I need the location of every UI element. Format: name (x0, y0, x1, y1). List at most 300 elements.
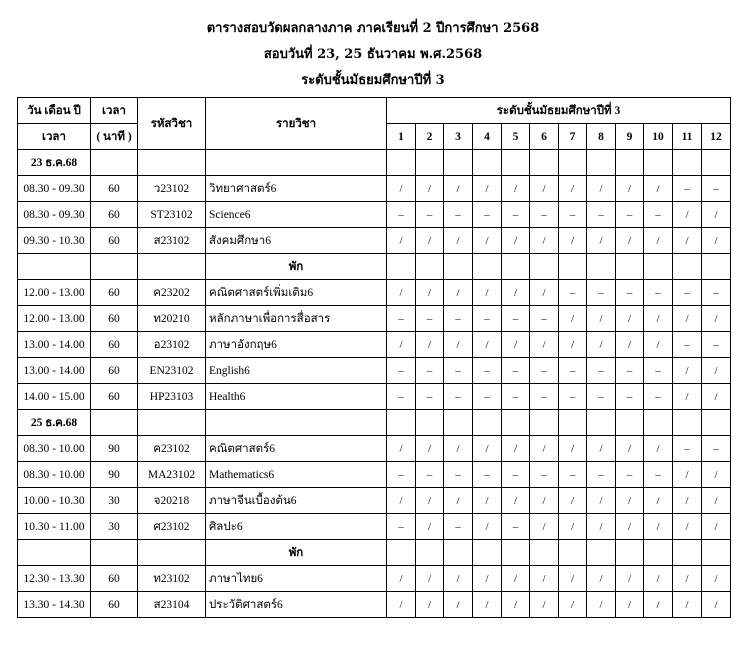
class-mark: / (530, 228, 559, 254)
empty-cell (530, 410, 559, 436)
empty-cell (502, 540, 530, 566)
exam-time: 13.00 - 14.00 (18, 332, 91, 358)
class-mark: / (616, 176, 644, 202)
empty-cell (559, 410, 587, 436)
subject-name: สังคมศึกษา6 (206, 228, 387, 254)
exam-time: 08.30 - 10.00 (18, 436, 91, 462)
class-mark: – (530, 384, 559, 410)
empty-cell (616, 540, 644, 566)
class-number-header: 11 (673, 124, 702, 150)
class-mark: – (616, 202, 644, 228)
class-mark: – (473, 202, 502, 228)
class-mark: / (473, 436, 502, 462)
exam-row (18, 280, 731, 306)
empty-cell (138, 254, 206, 280)
class-mark: – (530, 306, 559, 332)
class-mark: / (559, 488, 587, 514)
class-number-header: 7 (559, 124, 587, 150)
class-mark: / (502, 566, 530, 592)
class-mark: / (530, 592, 559, 618)
class-mark: / (587, 176, 616, 202)
class-mark: / (702, 566, 731, 592)
class-mark: / (416, 514, 444, 540)
class-mark: – (416, 306, 444, 332)
break-row (18, 254, 731, 280)
class-mark: / (587, 306, 616, 332)
exam-row (18, 228, 731, 254)
minutes-header-bottom: ( นาที ) (91, 124, 138, 150)
class-mark: / (702, 592, 731, 618)
exam-date: 23 ธ.ค.68 (18, 150, 91, 176)
subject-name: Health6 (206, 384, 387, 410)
class-mark: / (530, 514, 559, 540)
subject-code: ท23102 (138, 566, 206, 592)
class-mark: / (673, 592, 702, 618)
class-mark: / (444, 280, 473, 306)
class-number-header: 12 (702, 124, 731, 150)
class-mark: / (616, 228, 644, 254)
class-mark: – (644, 358, 673, 384)
subject-code: MA23102 (138, 462, 206, 488)
empty-cell (416, 150, 444, 176)
date-row (18, 410, 731, 436)
classes-group-header: ระดับชั้นมัธยมศึกษาปีที่ 3 (387, 98, 731, 124)
class-mark: / (502, 488, 530, 514)
grade-level: ระดับชั้นมัธยมศึกษาปีที่ 3 (301, 73, 445, 88)
class-mark: – (387, 384, 416, 410)
subject-code: ST23102 (138, 202, 206, 228)
subject-name: คณิตศาสตร์6 (206, 436, 387, 462)
empty-cell (530, 540, 559, 566)
subject-code: HP23103 (138, 384, 206, 410)
empty-cell (91, 410, 138, 436)
subject-name: ภาษาจีนเบื้องต้น6 (206, 488, 387, 514)
date-header-top: วัน เดือน ปี (18, 98, 91, 124)
empty-cell (18, 540, 91, 566)
class-mark: / (502, 228, 530, 254)
class-mark: / (530, 280, 559, 306)
subject-name: คณิตศาสตร์เพิ่มเติม6 (206, 280, 387, 306)
class-mark: / (587, 566, 616, 592)
class-mark: / (444, 566, 473, 592)
class-mark: / (587, 592, 616, 618)
exam-minutes: 60 (91, 566, 138, 592)
class-mark: – (559, 202, 587, 228)
class-mark: / (644, 566, 673, 592)
empty-cell (644, 254, 673, 280)
class-number-header: 8 (587, 124, 616, 150)
empty-cell (673, 254, 702, 280)
class-mark: / (702, 488, 731, 514)
empty-cell (91, 254, 138, 280)
class-mark: – (559, 462, 587, 488)
class-number-header: 2 (416, 124, 444, 150)
exam-time: 10.30 - 11.00 (18, 514, 91, 540)
class-mark: / (587, 228, 616, 254)
class-mark: / (673, 358, 702, 384)
date-row (18, 150, 731, 176)
class-mark: – (644, 384, 673, 410)
class-mark: / (587, 332, 616, 358)
class-mark: / (473, 592, 502, 618)
subject-name: English6 (206, 358, 387, 384)
class-mark: / (416, 436, 444, 462)
class-mark: – (530, 462, 559, 488)
subject-code: ว23102 (138, 176, 206, 202)
class-mark: / (473, 228, 502, 254)
class-mark: – (616, 462, 644, 488)
subject-code: ค23202 (138, 280, 206, 306)
class-mark: / (616, 306, 644, 332)
header-row-1 (18, 98, 731, 124)
class-mark: / (616, 488, 644, 514)
exam-time: 09.30 - 10.30 (18, 228, 91, 254)
code-header: รหัสวิชา (138, 98, 206, 150)
exam-minutes: 60 (91, 384, 138, 410)
class-mark: / (673, 202, 702, 228)
exam-time: 08.30 - 10.00 (18, 462, 91, 488)
class-mark: – (702, 332, 731, 358)
subject-header: รายวิชา (206, 98, 387, 150)
exam-dates: สอบวันที่ 23, 25 ธันวาคม พ.ศ.2568 (263, 47, 483, 62)
class-mark: / (644, 592, 673, 618)
empty-cell (473, 150, 502, 176)
class-mark: / (644, 514, 673, 540)
empty-cell (587, 410, 616, 436)
class-mark: / (502, 436, 530, 462)
exam-row (18, 176, 731, 202)
class-mark: / (702, 358, 731, 384)
empty-cell (702, 150, 731, 176)
class-mark: / (387, 176, 416, 202)
exam-row (18, 436, 731, 462)
class-mark: / (616, 566, 644, 592)
class-mark: / (702, 384, 731, 410)
class-mark: / (702, 228, 731, 254)
break-label: พัก (206, 540, 387, 566)
exam-time: 13.30 - 14.30 (18, 592, 91, 618)
schedule-body (18, 150, 731, 618)
subject-name: หลักภาษาเพื่อการสื่อสาร (206, 306, 387, 332)
empty-cell (502, 254, 530, 280)
class-mark: / (530, 332, 559, 358)
empty-cell (616, 150, 644, 176)
class-mark: / (530, 436, 559, 462)
class-mark: / (530, 488, 559, 514)
empty-cell (18, 254, 91, 280)
empty-cell (559, 254, 587, 280)
class-mark: – (444, 462, 473, 488)
class-mark: / (616, 592, 644, 618)
class-number-header: 5 (502, 124, 530, 150)
class-mark: – (587, 280, 616, 306)
class-mark: – (559, 358, 587, 384)
exam-time: 12.00 - 13.00 (18, 306, 91, 332)
class-number-header: 10 (644, 124, 673, 150)
class-mark: – (702, 176, 731, 202)
class-mark: / (530, 566, 559, 592)
class-mark: – (587, 384, 616, 410)
class-mark: – (702, 436, 731, 462)
class-mark: – (473, 384, 502, 410)
class-mark: – (444, 358, 473, 384)
break-row (18, 540, 731, 566)
subject-code: EN23102 (138, 358, 206, 384)
class-mark: / (616, 436, 644, 462)
class-mark: – (387, 202, 416, 228)
class-number-header: 4 (473, 124, 502, 150)
exam-row (18, 514, 731, 540)
class-mark: / (416, 592, 444, 618)
empty-cell (473, 254, 502, 280)
exam-minutes: 60 (91, 306, 138, 332)
class-number-header: 1 (387, 124, 416, 150)
class-mark: / (416, 332, 444, 358)
exam-minutes: 60 (91, 176, 138, 202)
class-mark: – (644, 202, 673, 228)
class-mark: / (702, 514, 731, 540)
class-mark: – (416, 384, 444, 410)
class-number-header: 6 (530, 124, 559, 150)
exam-time: 12.00 - 13.00 (18, 280, 91, 306)
subject-code: ส23104 (138, 592, 206, 618)
class-mark: / (702, 202, 731, 228)
class-mark: / (387, 332, 416, 358)
class-mark: – (444, 306, 473, 332)
class-mark: / (444, 332, 473, 358)
class-number-header: 9 (616, 124, 644, 150)
empty-cell (644, 410, 673, 436)
exam-time: 08.30 - 09.30 (18, 202, 91, 228)
class-mark: / (644, 332, 673, 358)
class-mark: / (559, 228, 587, 254)
exam-row (18, 332, 731, 358)
class-mark: – (416, 462, 444, 488)
exam-time: 10.00 - 10.30 (18, 488, 91, 514)
class-mark: / (616, 332, 644, 358)
exam-row (18, 384, 731, 410)
empty-cell (444, 410, 473, 436)
exam-row (18, 566, 731, 592)
exam-minutes: 60 (91, 228, 138, 254)
empty-cell (530, 254, 559, 280)
class-mark: – (644, 280, 673, 306)
class-mark: – (502, 358, 530, 384)
class-mark: – (502, 202, 530, 228)
class-mark: – (387, 306, 416, 332)
exam-minutes: 30 (91, 488, 138, 514)
class-number-header: 3 (444, 124, 473, 150)
empty-cell (387, 150, 416, 176)
minutes-header-top: เวลา (91, 98, 138, 124)
empty-cell (416, 254, 444, 280)
exam-minutes: 60 (91, 358, 138, 384)
class-mark: – (673, 436, 702, 462)
empty-cell (559, 540, 587, 566)
empty-cell (416, 410, 444, 436)
class-mark: – (444, 202, 473, 228)
empty-cell (444, 150, 473, 176)
empty-cell (416, 540, 444, 566)
subject-code: จ20218 (138, 488, 206, 514)
subject-name: ภาษาไทย6 (206, 566, 387, 592)
class-mark: / (587, 514, 616, 540)
class-mark: / (530, 176, 559, 202)
empty-cell (444, 540, 473, 566)
class-mark: – (416, 358, 444, 384)
exam-date: 25 ธ.ค.68 (18, 410, 91, 436)
class-mark: / (473, 332, 502, 358)
class-mark: / (559, 592, 587, 618)
class-mark: / (644, 228, 673, 254)
class-mark: / (673, 514, 702, 540)
class-mark: – (473, 462, 502, 488)
class-mark: / (644, 436, 673, 462)
class-mark: – (587, 202, 616, 228)
class-mark: / (473, 176, 502, 202)
document-title: ตารางสอบวัดผลกลางภาค ภาคเรียนที่ 2 ปีการศึกษา 2568 (206, 21, 540, 36)
class-mark: / (387, 436, 416, 462)
empty-cell (616, 410, 644, 436)
class-mark: – (444, 514, 473, 540)
class-mark: / (387, 592, 416, 618)
empty-cell (91, 150, 138, 176)
break-label: พัก (206, 254, 387, 280)
class-mark: / (473, 514, 502, 540)
class-mark: / (702, 462, 731, 488)
class-mark: / (416, 566, 444, 592)
empty-cell (530, 150, 559, 176)
class-mark: – (673, 176, 702, 202)
exam-time: 12.30 - 13.30 (18, 566, 91, 592)
class-mark: / (673, 462, 702, 488)
class-mark: – (502, 514, 530, 540)
empty-cell (387, 254, 416, 280)
subject-name: Science6 (206, 202, 387, 228)
exam-row (18, 358, 731, 384)
exam-row (18, 592, 731, 618)
class-mark: / (502, 280, 530, 306)
document-header (0, 16, 746, 94)
empty-cell (138, 410, 206, 436)
class-mark: / (387, 280, 416, 306)
class-mark: / (673, 488, 702, 514)
exam-time: 14.00 - 15.00 (18, 384, 91, 410)
empty-cell (587, 150, 616, 176)
exam-row (18, 306, 731, 332)
exam-row (18, 462, 731, 488)
class-mark: – (416, 202, 444, 228)
class-mark: / (502, 332, 530, 358)
exam-time: 13.00 - 14.00 (18, 358, 91, 384)
class-mark: – (387, 514, 416, 540)
class-mark: – (387, 358, 416, 384)
subject-code: อ23102 (138, 332, 206, 358)
class-mark: / (673, 384, 702, 410)
class-mark: / (587, 488, 616, 514)
exam-minutes: 30 (91, 514, 138, 540)
empty-cell (702, 410, 731, 436)
class-mark: / (559, 306, 587, 332)
class-mark: – (559, 384, 587, 410)
class-mark: – (473, 306, 502, 332)
empty-cell (502, 150, 530, 176)
class-mark: / (673, 228, 702, 254)
class-mark: / (587, 436, 616, 462)
exam-minutes: 60 (91, 332, 138, 358)
class-mark: / (444, 592, 473, 618)
class-mark: / (473, 566, 502, 592)
subject-code: ศ23102 (138, 514, 206, 540)
empty-cell (616, 254, 644, 280)
class-mark: – (502, 462, 530, 488)
class-mark: / (559, 436, 587, 462)
class-mark: / (673, 306, 702, 332)
class-mark: / (473, 280, 502, 306)
class-mark: – (587, 462, 616, 488)
date-header-bottom: เวลา (18, 124, 91, 150)
class-mark: / (416, 228, 444, 254)
empty-cell (138, 150, 206, 176)
class-mark: / (387, 488, 416, 514)
class-mark: / (559, 514, 587, 540)
class-mark: / (502, 592, 530, 618)
empty-cell (91, 540, 138, 566)
class-mark: / (559, 176, 587, 202)
class-mark: / (416, 488, 444, 514)
class-mark: / (559, 332, 587, 358)
class-mark: – (644, 462, 673, 488)
subject-name: ภาษาอังกฤษ6 (206, 332, 387, 358)
class-mark: / (416, 280, 444, 306)
class-mark: / (444, 176, 473, 202)
class-mark: – (702, 280, 731, 306)
empty-cell (502, 410, 530, 436)
empty-cell (473, 540, 502, 566)
class-mark: – (502, 384, 530, 410)
subject-name: ศิลปะ6 (206, 514, 387, 540)
class-mark: – (473, 358, 502, 384)
class-mark: – (387, 462, 416, 488)
empty-cell (444, 254, 473, 280)
class-mark: / (673, 566, 702, 592)
empty-cell (673, 150, 702, 176)
class-mark: – (587, 358, 616, 384)
class-mark: / (444, 436, 473, 462)
class-mark: – (502, 306, 530, 332)
class-mark: / (502, 176, 530, 202)
exam-row (18, 488, 731, 514)
subject-name: วิทยาศาสตร์6 (206, 176, 387, 202)
class-mark: – (530, 358, 559, 384)
exam-row (18, 202, 731, 228)
empty-cell (206, 410, 387, 436)
class-mark: – (616, 280, 644, 306)
class-mark: / (559, 566, 587, 592)
exam-minutes: 90 (91, 436, 138, 462)
empty-cell (387, 540, 416, 566)
empty-cell (644, 540, 673, 566)
subject-name: ประวัติศาสตร์6 (206, 592, 387, 618)
subject-code: ท20210 (138, 306, 206, 332)
subject-code: ค23102 (138, 436, 206, 462)
empty-cell (673, 540, 702, 566)
exam-schedule-table (17, 97, 731, 618)
class-mark: / (644, 306, 673, 332)
class-mark: – (673, 332, 702, 358)
subject-name: Mathematics6 (206, 462, 387, 488)
empty-cell (702, 254, 731, 280)
